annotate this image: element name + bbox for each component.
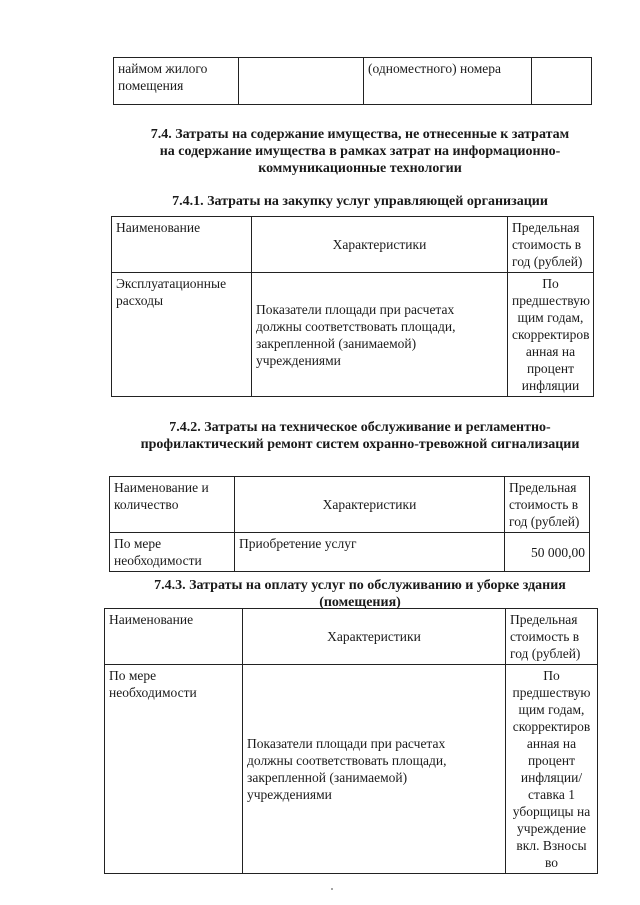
column-header-name-quantity: Наименование и количество bbox=[110, 477, 235, 533]
column-header-name: Наименование bbox=[112, 217, 252, 273]
top-table bbox=[113, 57, 592, 105]
row-characteristics: Показатели площади при расчетах должны соответствовать площади, закрепленной (занимаемой) учреждениями bbox=[252, 273, 508, 397]
row-max-cost: 50 000,00 bbox=[505, 533, 590, 572]
section-7-4-heading: 7.4. Затраты на содержание имущества, не отнесенные к затратам на содержание имущества в рамках затрат на информационно- коммуникационные технологии bbox=[150, 127, 570, 176]
row-name: Эксплуатационные расходы bbox=[112, 273, 252, 397]
column-header-max-cost: Предельная стоимость в год (рублей) bbox=[505, 477, 590, 533]
table-header-row bbox=[110, 477, 590, 533]
column-header-characteristics: Характеристики bbox=[235, 477, 505, 533]
column-header-max-cost: Предельная стоимость в год (рублей) bbox=[506, 609, 598, 665]
table-row bbox=[105, 665, 598, 874]
table-header-row bbox=[105, 609, 598, 665]
row-name: По мере необходимости bbox=[105, 665, 243, 874]
table-7-4-3 bbox=[104, 608, 598, 874]
table-header-row bbox=[112, 217, 594, 273]
scan-speck bbox=[331, 888, 333, 890]
row-max-cost: По предшествую щим годам, скорректиров анная на процент инфляции bbox=[508, 273, 594, 397]
table-7-4-2 bbox=[109, 476, 590, 572]
section-7-4-2-heading: 7.4.2. Затраты на техническое обслуживание и регламентно- профилактический ремонт систем охранно-тревожной сигнализации bbox=[140, 420, 580, 452]
column-header-characteristics: Характеристики bbox=[243, 609, 506, 665]
row-characteristics: Приобретение услуг bbox=[235, 533, 505, 572]
column-header-max-cost: Предельная стоимость в год (рублей) bbox=[508, 217, 594, 273]
top-table-cell-3: (одноместного) номера bbox=[364, 58, 532, 105]
column-header-characteristics: Характеристики bbox=[252, 217, 508, 273]
table-row bbox=[110, 533, 590, 572]
top-table-cell-2 bbox=[239, 58, 364, 105]
row-max-cost: По предшествую щим годам, скорректиров анная на процент инфляции/ ставка 1 уборщицы на учреждение вкл. Взносы во bbox=[506, 665, 598, 874]
top-table-cell-4 bbox=[532, 58, 592, 105]
table-row bbox=[112, 273, 594, 397]
column-header-name: Наименование bbox=[105, 609, 243, 665]
table-7-4-1 bbox=[111, 216, 594, 397]
table-row bbox=[114, 58, 592, 105]
row-name: По мере необходимости bbox=[110, 533, 235, 572]
section-7-4-3-heading: 7.4.3. Затраты на оплату услуг по обслуживанию и уборке здания (помещения) bbox=[154, 578, 566, 610]
row-characteristics: Показатели площади при расчетах должны соответствовать площади, закрепленной (занимаемой) учреждениями bbox=[243, 665, 506, 874]
section-7-4-1-heading: 7.4.1. Затраты на закупку услуг управляющей организации bbox=[172, 194, 548, 209]
top-table-cell-1: наймом жилого помещения bbox=[114, 58, 239, 105]
